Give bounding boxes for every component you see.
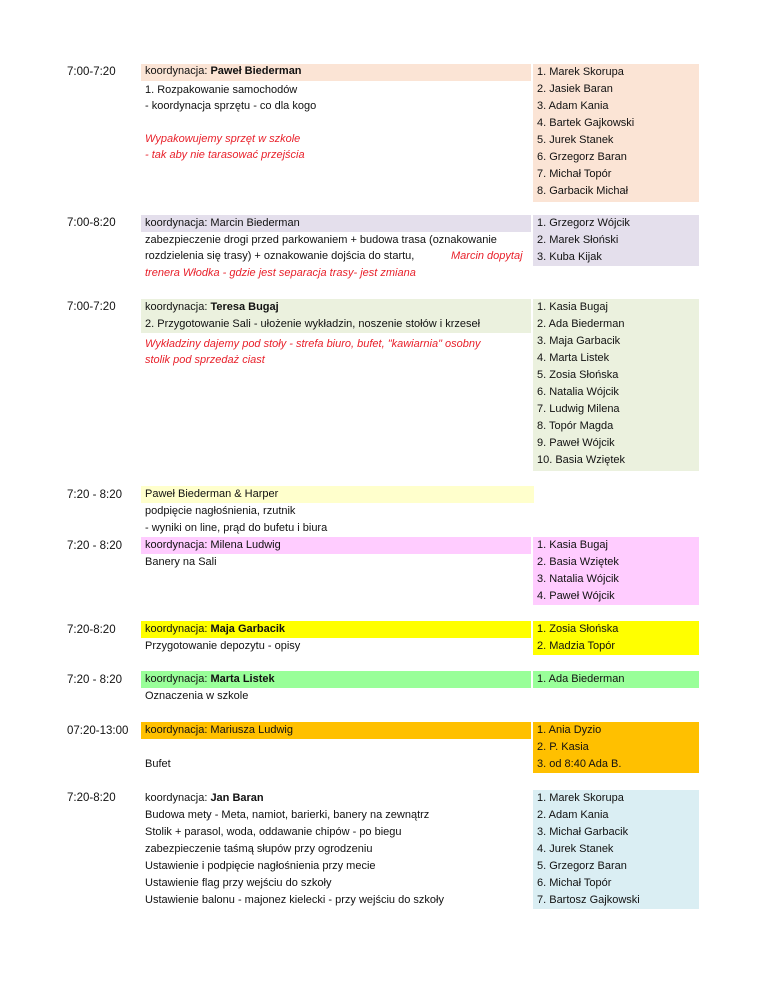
person: 6. Grzegorz Baran <box>537 151 627 163</box>
person: 5. Grzegorz Baran <box>537 860 627 872</box>
people-list <box>537 299 625 469</box>
time-label: 7:20 - 8:20 <box>67 489 122 501</box>
task-line: Stolik + parasol, woda, oddawanie chipów - po biegu <box>145 826 402 838</box>
task-line: Bufet <box>145 758 171 770</box>
task-line: Ustawienie flag przy wejściu do szkoły <box>145 877 332 889</box>
note-line: Wypakowujemy sprzęt w szkole <box>145 133 301 145</box>
people-list <box>537 64 634 200</box>
person: 3. od 8:40 Ada B. <box>537 758 622 770</box>
person: 1. Kasia Bugaj <box>537 301 608 313</box>
task-line: Przygotowanie depozytu - opisy <box>145 640 301 652</box>
people-list <box>537 621 618 655</box>
coordinator: koordynacja: Jan Baran <box>145 792 264 804</box>
people-list <box>537 215 630 266</box>
person: 3. Natalia Wójcik <box>537 573 619 585</box>
person: 3. Maja Garbacik <box>537 335 621 347</box>
person: 2. Adam Kania <box>537 809 609 821</box>
person: 10. Basia Wziętek <box>537 454 626 466</box>
person: 3. Michał Garbacik <box>537 826 629 838</box>
task-line: - koordynacja sprzętu - co dla kogo <box>145 100 317 112</box>
coordinator: koordynacja: Milena Ludwig <box>145 539 281 551</box>
coordinator: koordynacja: Marta Listek <box>145 673 275 685</box>
person: 3. Kuba Kijak <box>537 251 602 263</box>
time-label: 7:20 - 8:20 <box>67 674 122 686</box>
person: 4. Paweł Wójcik <box>537 590 615 602</box>
task-line: rozdzielenia się trasy) + oznakowanie dojścia do startu, Marcin dopytaj <box>145 250 523 262</box>
time-label: 7:00-8:20 <box>67 217 116 229</box>
people-list <box>537 671 624 688</box>
coordinator: koordynacja: Paweł Biederman <box>145 65 302 77</box>
time-label: 07:20-13:00 <box>67 725 129 737</box>
person: 2. Marek Słoński <box>537 234 619 246</box>
time-label: 7:20-8:20 <box>67 792 116 804</box>
coordinator: koordynacja: Mariusza Ludwig <box>145 724 293 736</box>
task-line: Oznaczenia w szkole <box>145 690 249 702</box>
person: 5. Jurek Stanek <box>537 134 614 146</box>
person: 6. Natalia Wójcik <box>537 386 619 398</box>
person: 4. Marta Listek <box>537 352 610 364</box>
people-list <box>537 790 640 909</box>
person: 2. Ada Biederman <box>537 318 625 330</box>
people-list <box>537 722 621 773</box>
coordinator: koordynacja: Marcin Biederman <box>145 217 300 229</box>
task-line: - wyniki on line, prąd do bufetu i biura <box>145 522 328 534</box>
person: 2. Basia Wziętek <box>537 556 619 568</box>
person: 7. Bartosz Gajkowski <box>537 894 640 906</box>
person: 1. Ania Dyzio <box>537 724 602 736</box>
task-line: Ustawienie balonu - majonez kielecki - przy wejściu do szkoły <box>145 894 444 906</box>
task-line: 2. Przygotowanie Sali - ułożenie wykładzin, noszenie stołów i krzeseł <box>145 318 481 330</box>
coordinator: Paweł Biederman & Harper <box>145 488 279 500</box>
person: 2. Jasiek Baran <box>537 83 613 95</box>
person: 8. Topór Magda <box>537 420 614 432</box>
person: 7. Michał Topór <box>537 168 612 180</box>
task-line: Ustawienie i podpięcie nagłośnienia przy mecie <box>145 860 376 872</box>
note-line: - tak aby nie tarasować przejścia <box>145 149 305 161</box>
note-line: trenera Włodka - gdzie jest separacja trasy- jest zmiana <box>145 267 416 279</box>
person: 6. Michał Topór <box>537 877 612 889</box>
people-list <box>537 537 619 605</box>
person: 1. Marek Skorupa <box>537 792 624 804</box>
person: 1. Kasia Bugaj <box>537 539 608 551</box>
person: 9. Paweł Wójcik <box>537 437 615 449</box>
coordinator: koordynacja: Teresa Bugaj <box>145 301 279 313</box>
task-line: podpięcie nagłośnienia, rzutnik <box>145 505 296 517</box>
note-inline: Marcin dopytaj <box>451 250 523 262</box>
time-label: 7:20 - 8:20 <box>67 540 122 552</box>
task-line: Banery na Sali <box>145 556 217 568</box>
task-line: 1. Rozpakowanie samochodów <box>145 84 298 96</box>
time-label: 7:00-7:20 <box>67 301 116 313</box>
person: 1. Ada Biederman <box>537 673 625 685</box>
note-line: stolik pod sprzedaż ciast <box>145 354 265 366</box>
person: 2. Madzia Topór <box>537 640 616 652</box>
person: 4. Bartek Gajkowski <box>537 117 635 129</box>
person: 8. Garbacik Michał <box>537 185 629 197</box>
note-line: Wykładziny dajemy pod stoły - strefa biuro, bufet, "kawiarnia" osobny <box>145 338 481 350</box>
person: 7. Ludwig Milena <box>537 403 620 415</box>
person: 2. P. Kasia <box>537 741 589 753</box>
person: 1. Marek Skorupa <box>537 66 624 78</box>
person: 1. Zosia Słońska <box>537 623 619 635</box>
time-label: 7:00-7:20 <box>67 66 116 78</box>
task-line: Budowa mety - Meta, namiot, barierki, banery na zewnątrz <box>145 809 430 821</box>
time-label: 7:20-8:20 <box>67 624 116 636</box>
person: 4. Jurek Stanek <box>537 843 614 855</box>
person: 5. Zosia Słońska <box>537 369 619 381</box>
task-line: zabezpieczenie taśmą słupów przy ogrodzeniu <box>145 843 373 855</box>
person: 3. Adam Kania <box>537 100 609 112</box>
coordinator: koordynacja: Maja Garbacik <box>145 623 286 635</box>
person: 1. Grzegorz Wójcik <box>537 217 630 229</box>
task-line: zabezpieczenie drogi przed parkowaniem + budowa trasa (oznakowanie <box>145 234 497 246</box>
